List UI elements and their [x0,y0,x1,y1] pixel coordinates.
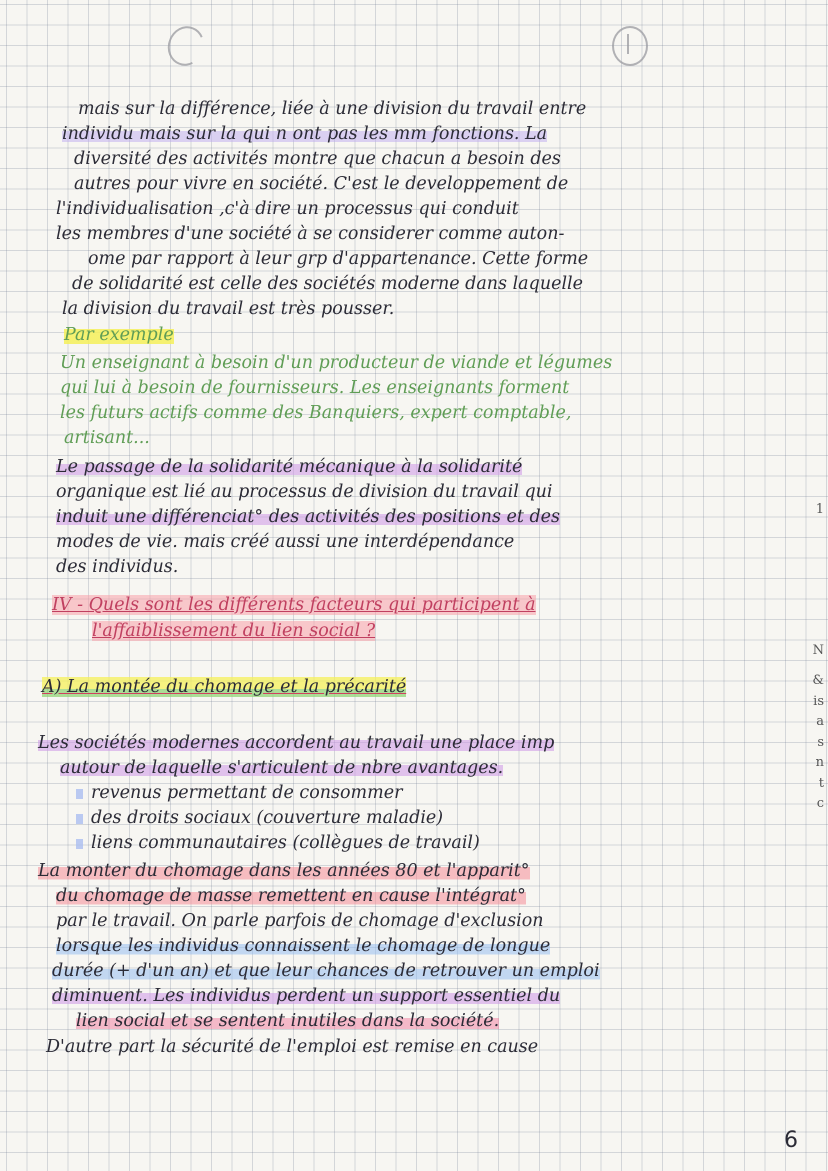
text-line: du chomage de masse remettent en cause l'intégrat° [56,886,526,906]
text-line: les membres d'une société à se considerer comme auton- [56,224,565,244]
text-line: des individus. [56,557,179,577]
text-line: D'autre part la sécurité de l'emploi est remise en cause [46,1037,539,1057]
margin-mark: n [815,755,824,770]
bullet-icon [76,839,83,849]
text-line: diversité des activités montre que chacun a besoin des [74,149,561,169]
text-line: individu mais sur la qui n ont pas les mm fonctions. La [62,124,548,144]
section-title: IV - Quels sont les différents facteurs qui participent à [52,595,536,615]
bullet-icon [76,789,83,799]
margin-mark: is [813,693,824,709]
page-number: 6 [784,1128,798,1153]
text-line: lien social et se sentent inutiles dans la société. [76,1011,500,1031]
margin-mark: 1 [815,502,824,517]
text-line: mais sur la différence, liée à une division du travail entre [78,99,587,119]
bullet-item: liens communautaires (collègues de travail) [76,832,480,854]
example-line: artisant... [64,428,150,448]
text-line: Le passage de la solidarité mécanique à la solidarité [56,457,523,477]
subsection-title: A) La montée du chomage et la précarité [42,677,407,697]
margin-mark: s [817,734,824,750]
margin-mark: t [818,775,824,791]
example-line: les futurs actifs comme des Banquiers, expert comptable, [60,403,572,423]
bullet-icon [76,814,83,824]
text-line: La monter du chomage dans les années 80 et l'apparit° [38,861,530,881]
text-line: organique est lié au processus de division du travail qui [56,482,553,502]
margin-mark: c [816,796,824,811]
text-line: induit une différenciat° des activités des positions et des [56,507,560,527]
example-line: qui lui à besoin de fournisseurs. Les enseignants forment [60,378,570,398]
section-title: l'affaiblissement du lien social ? [92,621,376,641]
text-line: lorsque les individus connaissent le chomage de longue [56,936,551,956]
text-line: par le travail. On parle parfois de chomage d'exclusion [56,911,544,931]
margin-marks [804,500,824,815]
text-line: de solidarité est celle des sociétés moderne dans laquelle [72,274,583,294]
text-line: l'individualisation ,c'à dire un processus qui conduit [56,199,519,219]
margin-mark: & [812,673,824,688]
text-line: ome par rapport à leur grp d'appartenance. Cette forme [88,249,589,269]
text-line: diminuent. Les individus perdent un support essentiel du [52,986,561,1006]
text-line: autres pour vivre en société. C'est le developpement de [74,174,569,194]
bullet-item: revenus permettant de consommer [76,782,402,804]
margin-mark: N [812,642,824,658]
text-line: autour de laquelle s'articulent de nbre avantages. [60,758,504,778]
example-heading: Par exemple [64,325,174,345]
text-line: Les sociétés modernes accordent au travail une place imp [38,733,555,753]
example-line: Un enseignant à besoin d'un producteur de viande et légumes [60,353,613,373]
binding-hole-icon [162,21,210,71]
text-line: la division du travail est très pousser. [62,299,395,319]
binding-hole-icon [612,26,648,66]
text-line: modes de vie. mais créé aussi une interdépendance [56,532,515,552]
bullet-item: des droits sociaux (couverture maladie) [76,807,443,829]
margin-mark: a [816,714,824,729]
text-line: durée (+ d'un an) et que leur chances de retrouver un emploi [52,961,600,981]
